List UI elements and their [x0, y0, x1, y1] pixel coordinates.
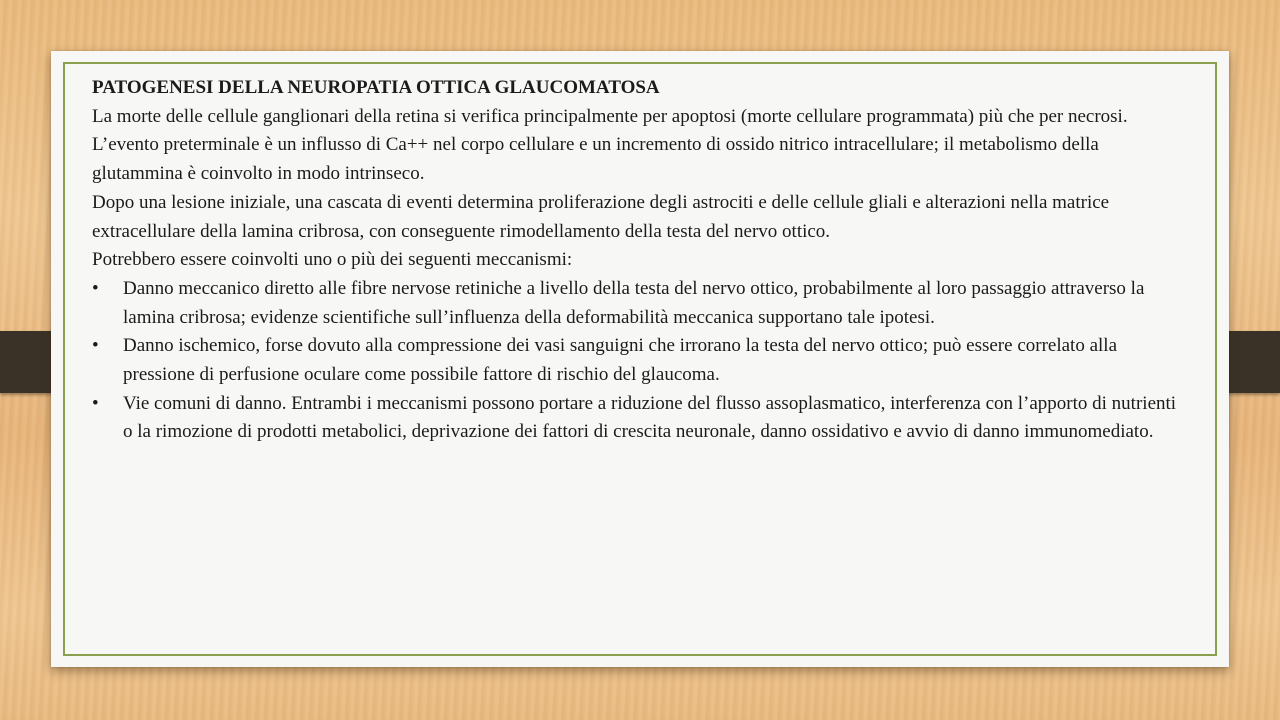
paragraph-mechanisms-intro: Potrebbero essere coinvolti uno o più dei seguenti meccanismi:	[92, 249, 573, 271]
slide-card	[51, 51, 1229, 667]
slide-title: PATOGENESI DELLA NEUROPATIA OTTICA GLAUCOMATOSA	[92, 77, 660, 98]
list-item-text: Danno meccanico diretto alle fibre nervose retiniche a livello della testa del nervo ottico, probabilmente al loro passaggio attraverso la lamina cribrosa; evidenze scientifiche sull’influenza della deformabilità meccanica supportano tale ipotesi.	[123, 277, 1145, 328]
slide-content	[92, 74, 1184, 447]
list-item-mechanical-damage	[92, 275, 1184, 332]
paragraph-apoptosis: La morte delle cellule ganglionari della retina si verifica principalmente per apoptosi (morte cellulare programmata) più che per necrosi.	[92, 105, 1128, 127]
bullet-icon: •	[92, 335, 99, 357]
list-item-text: Danno ischemico, forse dovuto alla compressione dei vasi sanguigni che irrorano la testa del nervo ottico; può essere correlato alla pressione di perfusione oculare come possibile fattore di rischio del glaucoma.	[123, 335, 1118, 386]
list-item-ischemic-damage	[92, 332, 1184, 389]
bullet-icon: •	[92, 392, 99, 414]
mechanisms-list	[92, 275, 1184, 447]
list-item-text: Vie comuni di danno. Entrambi i meccanismi possono portare a riduzione del flusso assoplasmatico, interferenza con l’apporto di nutrienti o la rimozione di prodotti metabolici, deprivazione dei fattori di crescita neuronale, danno ossidativo e avvio di danno immunomediato.	[123, 392, 1177, 443]
paragraph-preterminal-event: L’evento preterminale è un influsso di Ca++ nel corpo cellulare e un incremento di ossido nitrico intracellulare; il metabolismo della glutammina è coinvolto in modo intrinseco.	[92, 134, 1099, 185]
bullet-icon: •	[92, 277, 99, 299]
paragraph-cascade: Dopo una lesione iniziale, una cascata di eventi determina proliferazione degli astrociti e delle cellule gliali e alterazioni nella matrice extracellulare della lamina cribrosa, con conseguente rimodellamento della testa del nervo ottico.	[92, 191, 1110, 242]
list-item-common-pathways	[92, 390, 1184, 447]
